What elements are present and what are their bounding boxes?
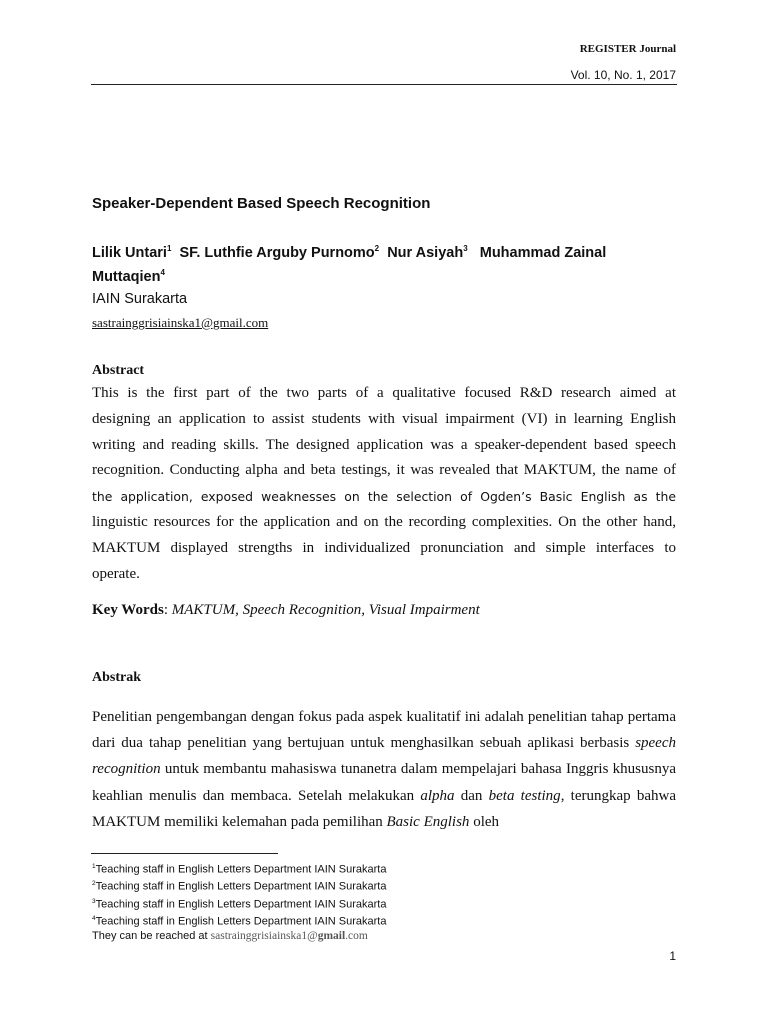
keywords-value: MAKTUM, Speech Recognition, Visual Impairment [171,602,480,618]
footnote [92,912,386,929]
abstract-line: designing an application to assist students with visual impairment (VI) in learning English [92,410,676,427]
footnote-number: 4 [92,915,96,923]
paper-title: Speaker-Dependent Based Speech Recognition [92,195,431,212]
abstrak-italic: Basic English [386,813,470,830]
footnote-text: Teaching staff in English Letters Department IAIN Surakarta [95,881,387,894]
abstract-heading: Abstract [92,363,145,378]
abstract-line: the application, exposed weaknesses on the selection of Ogden’s Basic English as the [92,489,676,505]
page-number: 1 [669,949,676,963]
keywords-label: Key Words [92,602,164,618]
abstract-body [92,381,676,587]
authors-line [92,244,606,261]
affiliation: IAIN Surakarta [92,291,188,307]
footnote-text: Teaching staff in English Letters Department IAIN Surakarta [95,863,387,876]
author-name-continued: Muttaqien [92,268,161,285]
abstrak-text: Penelitian pengembangan dengan fokus pada aspek kualitatif ini adalah penelitian tahap pertama dari dua tahap penelitian yang bertujuan untuk menghasilkan sebuah aplikasi berbasis [92,709,676,752]
footnote-email-tld: .com [345,930,368,943]
footnote-text: Teaching staff in English Letters Department IAIN Surakarta [95,915,387,928]
footnote [92,860,386,877]
footnote-number: 3 [92,897,96,905]
abstract-line: linguistic resources for the application and on the recording complexities. On the other hand, [92,513,676,530]
abstrak-body [92,704,676,835]
abstract-line: MAKTUM displayed strengths in individualized pronunciation and simple interfaces to [92,539,676,556]
abstract-line: operate. [92,565,140,582]
abstrak-heading: Abstrak [92,670,142,685]
header-divider [91,84,677,85]
abstrak-italic: beta testing [488,787,561,804]
abstrak-text: dan [454,787,489,804]
abstract-line: This is the first part of the two parts of a qualitative focused R&D research aimed at [92,385,676,401]
author-sup: 4 [160,268,165,277]
abstract-line: recognition. Conducting alpha and beta testings, it was revealed that MAKTUM, the name of [92,462,676,479]
abstrak-text: oleh [469,813,500,830]
abstrak-italic: speech recognition [92,735,676,778]
footnote [92,895,386,912]
footnotes [92,860,386,944]
footnote [92,877,386,894]
author-name: SF. Luthfie Arguby Purnomo [179,244,375,261]
footnote-number: 2 [92,880,96,888]
footnote-text: Teaching staff in English Letters Department IAIN Surakarta [95,898,387,911]
author-sup: 2 [374,244,380,253]
abstract-line: writing and reading skills. The designed application was a speaker-dependent based speech [92,436,676,453]
authors-line-continued [92,268,165,285]
journal-name: REGISTER Journal [579,43,676,55]
footnote-contact-prefix: They can be reached at [92,930,211,943]
footnote-contact [92,929,386,944]
abstrak-italic: alpha [420,787,455,804]
footnote-number: 1 [92,863,96,870]
abstrak-text: , terungkap bahwa MAKTUM memiliki kelemahan pada pemilihan [92,787,676,830]
abstrak-text: untuk membantu mahasiswa tunanetra dalam mempelajari bahasa Inggris khususnya keahlian menulis dan membaca. Setelah melakukan [92,761,676,804]
keywords: Key Words: MAKTUM, Speech Recognition, Visual Impairment [92,602,480,618]
contact-email-link[interactable]: sastrainggrisiainska1@gmail.com [92,315,269,330]
author-sup: 1 [166,244,172,253]
footnote-email-link[interactable] [211,930,368,942]
author-name: Lilik Untari [92,244,167,261]
footnote-email-domain: gmail [317,930,346,943]
volume-info: Vol. 10, No. 1, 2017 [570,68,676,82]
author-name: Muhammad Zainal [479,244,607,261]
footnote-divider [91,853,278,854]
author-name: Nur Asiyah [387,244,464,261]
author-sup: 3 [463,244,468,253]
footnote-email-user: sastrainggrisiainska1@ [210,930,318,943]
